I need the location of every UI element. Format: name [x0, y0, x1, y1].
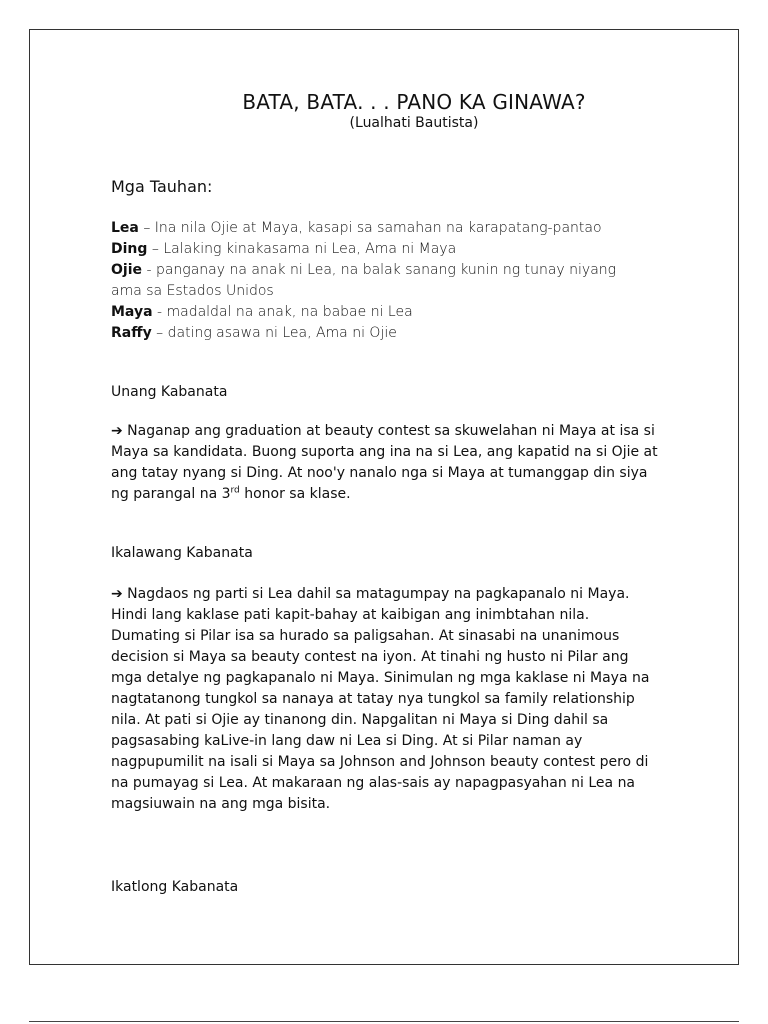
character-description: – Ina nila Ojie at Maya, kasapi sa samahan na karapatang-pantao	[138, 220, 602, 236]
chapter-heading: Ikalawang Kabanata	[111, 545, 253, 561]
ordinal-suffix: rd	[230, 485, 240, 496]
character-item	[111, 302, 651, 323]
character-description: - madaldal na anak, na babae ni Lea	[152, 304, 413, 320]
chapter-text: honor sa klase.	[239, 486, 351, 502]
character-list	[111, 218, 651, 344]
chapter-heading: Unang Kabanata	[111, 384, 228, 400]
chapter-text: Naganap ang graduation at beauty contest sa skuwelahan ni Maya at isa si Maya sa kandidata. Buong suporta ang ina na si Lea, ang kapatid na si Ojie at ang tatay nyang si Ding. At noo'y nanalo nga si Maya at tumanggap din siya ng parangal na 3	[111, 423, 658, 502]
character-name: Ojie	[111, 262, 142, 278]
character-item	[111, 239, 651, 260]
character-name: Raffy	[111, 325, 152, 341]
page-divider	[29, 1021, 739, 1022]
chapter-heading: Ikatlong Kabanata	[111, 879, 239, 895]
document-title: BATA, BATA. . . PANO KA GINAWA?	[242, 90, 586, 114]
character-description: – dating asawa ni Lea, Ama ni Ojie	[151, 325, 397, 341]
document-author: (Lualhati Bautista)	[349, 115, 479, 131]
character-name: Ding	[111, 241, 148, 257]
chapter-summary	[111, 584, 659, 815]
character-description: – Lalaking kinakasama ni Lea, Ama ni Maya	[147, 241, 457, 257]
character-item	[111, 323, 651, 344]
character-item	[111, 260, 651, 302]
chapter-summary	[111, 421, 659, 505]
character-description: - panganay na anak ni Lea, na balak sanang kunin ng tunay niyang ama sa Estados Unidos	[111, 262, 617, 299]
character-name: Maya	[111, 304, 153, 320]
character-item	[111, 218, 651, 239]
arrow-right-icon: ➔	[111, 423, 123, 439]
chapter-text: Nagdaos ng parti si Lea dahil sa matagumpay na pagkapanalo ni Maya. Hindi lang kaklase pati kapit-bahay at kaibigan ang inimbtahan nila. Dumating si Pilar isa sa hurado sa paligsahan. At sinasabi na unanimous decision si Maya sa beauty contest na iyon. At tinahi ng husto ni Pilar ang mga detalye ng pagkapanalo ni Maya. Sinimulan ng mga kaklase ni Maya na nagtatanong tungkol sa nanaya at tatay nya tungkol sa family relationship nila. At pati si Ojie ay tinanong din. Napgalitan ni Maya si Ding dahil sa pagsasabing kaLive-in lang daw ni Lea si Ding. At si Pilar naman ay nagpupumilit na isali si Maya sa Johnson and Johnson beauty contest pero di na pumayag si Lea. At makaraan ng alas-sais ay napagpasyahan ni Lea na magsiuwain na ang mga bisita.	[111, 586, 650, 812]
arrow-right-icon: ➔	[111, 586, 123, 602]
cast-heading: Mga Tauhan:	[111, 177, 213, 196]
character-name: Lea	[111, 220, 139, 236]
